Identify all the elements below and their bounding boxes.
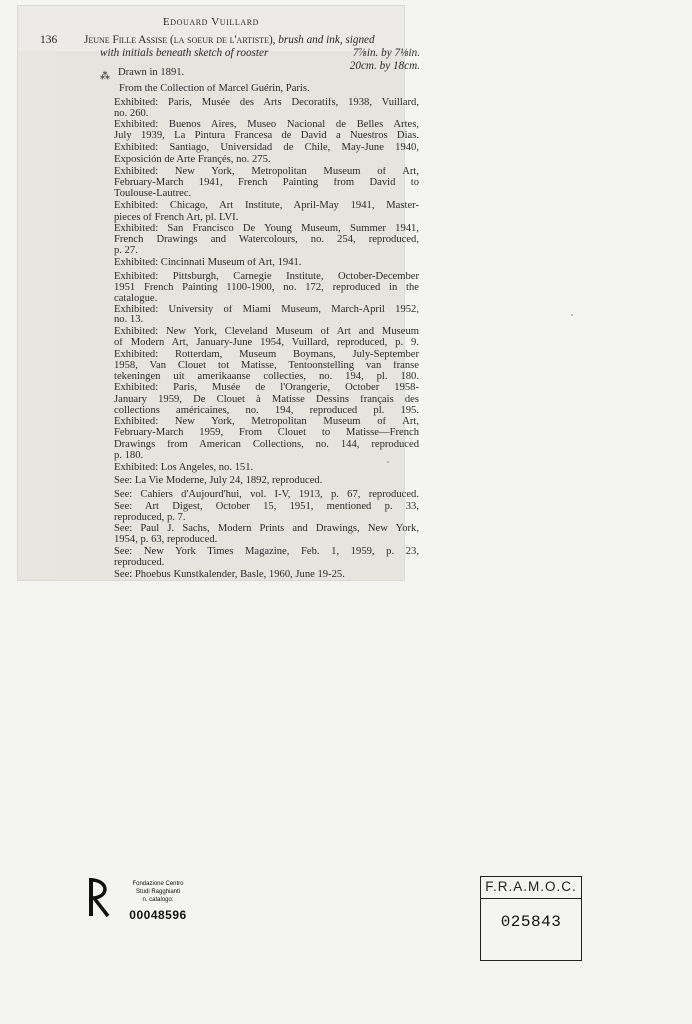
- provenance-line: Exhibited: Santiago, Universidad de Chile, May-June 1940,: [114, 143, 419, 153]
- provenance-line: 1954, p. 63, reproduced.: [114, 535, 218, 545]
- provenance-line: See: New York Times Magazine, Feb. 1, 1959, p. 23,: [114, 547, 419, 557]
- provenance-line: See: Phoebus Kunstkalender, Basle, 1960, June 19-25.: [114, 570, 345, 580]
- stamp-number: 025843: [500, 913, 562, 931]
- provenance-line: p. 27.: [114, 246, 138, 256]
- foundation-logo: [88, 876, 112, 923]
- provenance-line: 1951 French Painting 1100-1900, no. 172, reproduced in the: [114, 283, 419, 293]
- provenance-line: January 1959, De Clouet à Matisse Dessins français des: [114, 395, 419, 405]
- provenance-line: tekeningen uit amerikaanse collecties, no. 194, pl. 180.: [114, 372, 419, 382]
- provenance-line: Exhibited: Rotterdam, Museum Boymans, July-September: [114, 350, 419, 360]
- title-line-2: with initials beneath sketch of rooster: [100, 46, 269, 59]
- provenance-line: Exhibited: Los Angeles, no. 151.: [114, 463, 254, 473]
- provenance-line: July 1939, La Pintura Francesa de David a Nuestros Dias.: [114, 131, 419, 141]
- stamp-label: F.R.A.M.O.C.: [485, 879, 577, 894]
- provenance-line: 1958, Van Clouet tot Matisse, Tentoonstelling van franse: [114, 361, 419, 371]
- provenance-line: Exhibited: New York, Cleveland Museum of Art and Museum: [114, 327, 419, 337]
- title-medium: brush and ink, signed: [275, 34, 375, 46]
- provenance-line: Exhibited: New York, Metropolitan Museum of Art,: [114, 167, 419, 177]
- provenance-line: catalogue.: [114, 294, 158, 304]
- provenance-line: of Modern Art, January-June 1954, Vuillard, reproduced, p. 9.: [114, 338, 419, 348]
- author-name: Edouard Vuillard: [162, 16, 260, 28]
- provenance-line: Drawn in 1891.: [118, 68, 185, 78]
- provenance-line: From the Collection of Marcel Guérin, Paris.: [119, 84, 310, 94]
- provenance-line: See: Art Digest, October 15, 1951, mentioned p. 33,: [114, 502, 419, 512]
- provenance-line: Exhibited: Chicago, Art Institute, April-May 1941, Master-: [114, 201, 419, 211]
- provenance-line: Exposición de Arte Françés, no. 275.: [114, 155, 271, 165]
- provenance-line: Exhibited: Buenos Aires, Museo Nacional de Belles Artes,: [114, 120, 419, 130]
- provenance-line: no. 260.: [114, 109, 149, 119]
- provenance-line: collections américaines, no. 194, reproduced pl. 195.: [114, 406, 419, 416]
- provenance-line: Drawings from American Collections, no. 144, reproduced: [114, 440, 419, 450]
- provenance-line: Exhibited: University of Miami Museum, March-April 1952,: [114, 305, 419, 315]
- provenance-line: Exhibited: New York, Metropolitan Museum of Art,: [114, 417, 419, 427]
- paper-speck: [571, 314, 573, 316]
- foundation-line-1: Fondazione Centro: [132, 881, 184, 887]
- provenance-line: February-March 1959, From Clouet to Matisse—French: [114, 428, 419, 438]
- provenance-line: Toulouse-Lautrec.: [114, 189, 192, 199]
- catalog-clipping: [18, 6, 420, 580]
- foundation-line-3: n. catalogo:: [142, 897, 174, 903]
- provenance-line: February-March 1941, French Painting from David to: [114, 178, 419, 188]
- provenance-line: no. 13.: [114, 315, 144, 325]
- provenance-line: See: La Vie Moderne, July 24, 1892, reproduced.: [114, 476, 323, 486]
- foundation-logo-icon: [88, 876, 112, 918]
- dimensions-inches: 7⅞in. by 7⅛in.: [352, 47, 420, 59]
- provenance-line: Exhibited: Paris, Musée des Arts Decoratifs, 1938, Vuillard,: [114, 98, 419, 108]
- provenance-line: Exhibited: San Francisco De Young Museum, Summer 1941,: [114, 224, 419, 234]
- provenance-line: See: Paul J. Sachs, Modern Prints and Drawings, New York,: [114, 524, 419, 534]
- provenance-line: reproduced, p. 7.: [114, 513, 186, 523]
- title-small-caps: Jeune Fille Assise (la soeur de l'artiste),: [84, 34, 276, 46]
- foundation-catalog-number: 00048596: [129, 908, 187, 922]
- provenance-line: See: Cahiers d'Aujourd'hui, vol. I-V, 1913, p. 67, reproduced.: [114, 490, 419, 500]
- framoc-stamp: [480, 876, 582, 961]
- paper-speck: [387, 461, 389, 463]
- provenance-line: French Drawings and Watercolours, no. 254, reproduced,: [114, 235, 419, 245]
- provenance-line: Exhibited: Paris, Musée de l'Orangerie, October 1958-: [114, 383, 419, 393]
- provenance-line: Exhibited: Pittsburgh, Carnegie Institute, October-December: [114, 272, 419, 282]
- provenance-line: reproduced.: [114, 558, 165, 568]
- provenance-line: Exhibited: Cincinnati Museum of Art, 1941.: [114, 258, 302, 268]
- foundation-label: [118, 880, 198, 904]
- dimensions-cm: 20cm. by 18cm.: [349, 59, 420, 72]
- stamp-divider: [481, 898, 581, 899]
- provenance-line: p. 180.: [114, 451, 144, 461]
- asterism-mark: ⁂: [100, 71, 110, 82]
- foundation-line-2: Studi Ragghianti: [135, 889, 181, 895]
- lot-number: 136: [40, 34, 58, 46]
- provenance-line: pieces of French Art, pl. LVI.: [114, 213, 239, 223]
